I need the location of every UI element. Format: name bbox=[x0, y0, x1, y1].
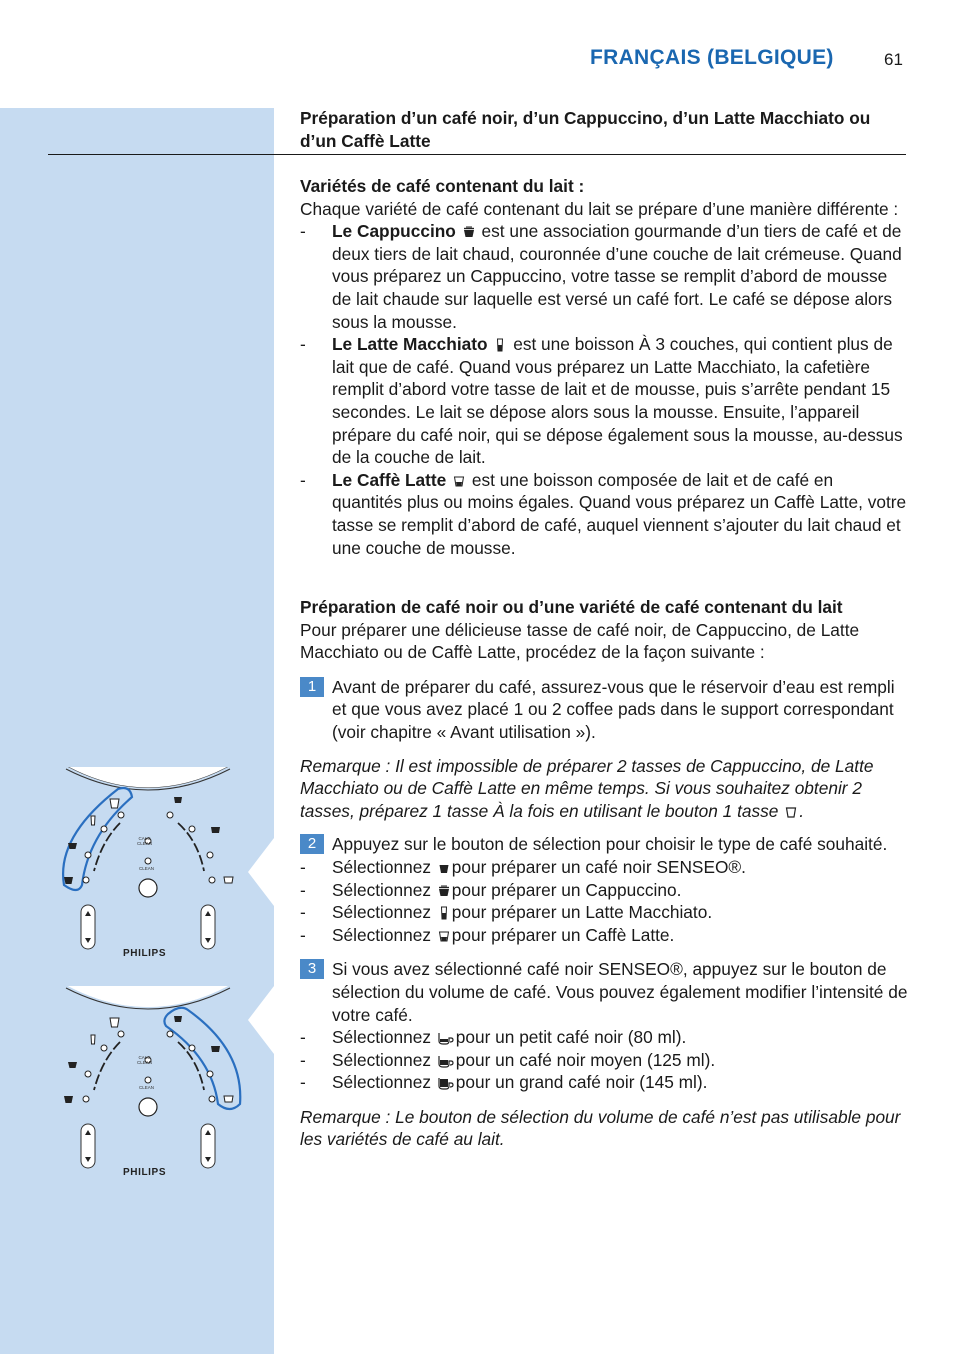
varieties-heading: Variétés de café contenant du lait : bbox=[300, 176, 585, 196]
variety-text: est une boisson À 3 couches, qui contient plus de lait que de café. Quand vous préparez un Latte Macchiato, la cafetière remplit d’abord votre tasse de lait et de mousse, puis s’arrête pendant 15 secondes. Le lait se dépose alors sous la mousse. Ensuite, l’appareil prépare du café noir, qui se dépose également sous la mousse, au-dessus de la couche de lait. bbox=[332, 334, 903, 468]
note-two-cups: Remarque : Il est impossible de préparer 2 tasses de Cappuccino, de Latte Macchiato ou de Caffè Latte en même temps. Si vous souhaitez obtenir 2 tasses, préparez 1 tasse À la fois en utilisant le bouton 1 tasse . bbox=[300, 755, 874, 821]
calc-clean-label: CALC CLEAN bbox=[137, 1055, 153, 1065]
volume-option: - Sélectionnez pour un café noir moyen (125 ml). bbox=[300, 1049, 716, 1070]
variety-item-cappuccino: - Le Cappuccino est une association gourmande d’un tiers de café et de deux tiers de lait chaud, couronnée d’une couche de lait crémeuse. Quand vous préparez un Cappuccino, votre tasse se remplit d’abord de mousse de lait chaude sur laquelle est versé un café fort. Le café se dépose alors sous la mousse. bbox=[300, 221, 902, 332]
cappuccino-icon bbox=[438, 884, 450, 898]
step-number: 1 bbox=[300, 677, 324, 697]
cappuccino-icon bbox=[463, 225, 475, 239]
section-divider bbox=[48, 154, 906, 155]
select-option: - Sélectionnez pour préparer un café noir SENSEO®. bbox=[300, 856, 746, 877]
callout-pointer bbox=[248, 986, 274, 1054]
language-header: FRANÇAIS (BELGIQUE) bbox=[590, 46, 834, 69]
callout-pointer bbox=[248, 838, 274, 906]
page-number: 61 bbox=[884, 50, 903, 69]
preparation-intro: Pour préparer une délicieuse tasse de café noir, de Cappuccino, de Latte Macchiato ou de Caffè Latte, procédez de la façon suivante : bbox=[300, 619, 860, 663]
calc-clean-label: CALC CLEAN bbox=[137, 836, 153, 846]
clean-label: CLEAN bbox=[139, 866, 155, 871]
control-panel-illustration-volume bbox=[48, 986, 248, 1188]
note-volume: Remarque : Le bouton de sélection du volume de café n’est pas utilisable pour les variétés de café au lait. bbox=[300, 1106, 901, 1150]
preparation-heading: Préparation de café noir ou d’une variété de café contenant du lait bbox=[300, 597, 843, 617]
step-number: 3 bbox=[300, 959, 324, 979]
select-option: - Sélectionnez pour préparer un Caffè Latte. bbox=[300, 924, 675, 945]
varieties-block bbox=[300, 175, 908, 559]
volume-option: - Sélectionnez pour un grand café noir (145 ml). bbox=[300, 1072, 708, 1093]
step-3 bbox=[300, 958, 908, 1026]
variety-name: Le Caffè Latte bbox=[332, 469, 447, 490]
philips-logo: PHILIPS bbox=[123, 948, 167, 959]
step-text: Avant de préparer du café, assurez-vous que le réservoir d’eau est rempli et que vous avez placé 1 ou 2 coffee pads dans le support correspondant (voir chapitre « Avant utilisation »). bbox=[332, 676, 895, 742]
small-cup-icon bbox=[438, 1031, 454, 1045]
preparation-block bbox=[300, 596, 908, 1151]
step-number: 2 bbox=[300, 834, 324, 854]
philips-logo: PHILIPS bbox=[123, 1167, 167, 1178]
clean-label: CLEAN bbox=[139, 1085, 155, 1090]
large-cup-icon bbox=[438, 1076, 454, 1090]
varieties-intro: Chaque variété de café contenant du lait se prépare d’une manière différente : bbox=[300, 198, 899, 219]
step-text: Appuyez sur le bouton de sélection pour choisir le type de café souhaité. bbox=[332, 834, 888, 855]
black-coffee-icon bbox=[438, 861, 450, 875]
caffe-latte-icon bbox=[438, 929, 450, 943]
medium-cup-icon bbox=[438, 1054, 454, 1068]
variety-text: est une boisson composée de lait et de café en quantités plus ou moins égales. Quand vous préparez un Caffè Latte, votre tasse se remplit d’abord de café, auquel viennent s’ajouter du lait chaud et une couche de mousse. bbox=[332, 469, 907, 558]
variety-name: Le Latte Macchiato bbox=[332, 334, 488, 355]
latte-macchiato-icon bbox=[438, 906, 450, 920]
latte-macchiato-icon bbox=[494, 338, 506, 352]
select-option: - Sélectionnez pour préparer un Cappuccino. bbox=[300, 879, 682, 900]
step-text: Si vous avez sélectionné café noir SENSEO®, appuyez sur le bouton de sélection du volume de café. Vous pouvez également modifier l’intensité de votre café. bbox=[332, 959, 908, 1025]
variety-name: Le Cappuccino bbox=[332, 221, 456, 242]
section-title: Préparation d’un café noir, d’un Cappuccino, d’un Latte Macchiato ou d’un Caffè Latte bbox=[300, 108, 871, 151]
variety-text: est une association gourmande d’un tiers de café et de deux tiers de lait chaud, couronnée d’une couche de lait crémeuse. Quand vous préparez un Cappuccino, votre tasse se remplit d’abord de mousse de lait chaude sur laquelle est versé un café fort. Le café se dépose alors sous la mousse. bbox=[332, 221, 902, 332]
one-cup-icon bbox=[785, 805, 797, 819]
step-1 bbox=[300, 676, 908, 744]
step-2 bbox=[300, 833, 908, 856]
select-option: - Sélectionnez pour préparer un Latte Macchiato. bbox=[300, 902, 713, 923]
variety-item-latte-macchiato: - Le Latte Macchiato est une boisson À 3 couches, qui contient plus de lait que de café. Quand vous préparez un Latte Macchiato, la cafetière remplit d’abord votre tasse de lait et de mousse, puis s’arrête pendant 15 secondes. Le lait se dépose alors sous la mousse. Ensuite, l’appareil prépare du café noir, qui se dépose également sous la mousse, au-dessus de la couche de lait. bbox=[300, 334, 903, 468]
control-panel-illustration-type bbox=[48, 767, 248, 969]
variety-item-caffe-latte: - Le Caffè Latte est une boisson composée de lait et de café en quantités plus ou moins égales. Quand vous préparez un Caffè Latte, votre tasse se remplit d’abord de café, auquel viennent s’ajouter du lait chaud et une couche de mousse. bbox=[300, 469, 907, 558]
volume-option: - Sélectionnez pour un petit café noir (80 ml). bbox=[300, 1027, 687, 1048]
caffe-latte-icon bbox=[453, 474, 465, 488]
